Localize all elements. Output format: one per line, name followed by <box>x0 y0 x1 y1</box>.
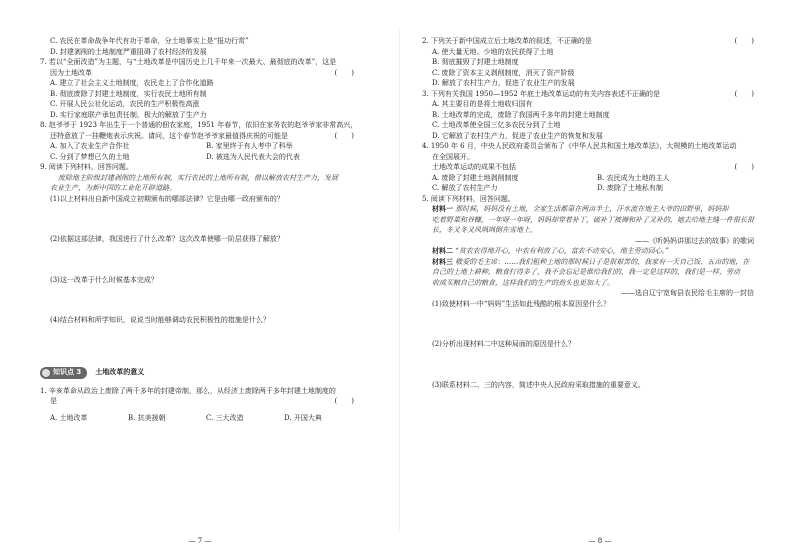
option-d: D. 解放了农村生产力，促进了农业生产的发展 <box>432 79 575 87</box>
answer-paren: ( ) <box>734 89 754 98</box>
question-9-stem: 9. 阅读下列材料，回答问题。 <box>40 163 133 171</box>
material-text: 废除地主阶级封建剥削的土地所有制，实行农民的土地所有制，借以解放农村生产力，发展 <box>58 173 338 182</box>
option-c: C. 解放了农村生产力 <box>432 184 498 192</box>
option-a: A. 土地改革 <box>50 413 88 422</box>
option-d: D. 废除了土地私有制 <box>597 184 663 192</box>
material-text: 长，冬又冬又风飒飒倒在雪地上。 <box>432 226 537 234</box>
option-c: C. 废除了资本主义剥削制度，消灭了资产阶级 <box>432 68 575 77</box>
answer-paren: ( ) <box>334 68 354 77</box>
sub-question-2: (2)依据这部法律，我国进行了什么改革？这次改革使哪一阶层获得了解放？ <box>50 235 284 243</box>
knowledge-point-badge: 知识点 3 <box>40 367 87 379</box>
material-text: 自己的土地上耕种，粮食打得多了，我不会忘记是谁给我们的，我一定是这样的，我们是一样，劳动 <box>432 268 740 276</box>
answer-paren: ( ) <box>334 131 354 140</box>
option-d: D. 封建剥削的土地制度严重阻碍了农村经济的发展 <box>50 47 207 56</box>
material-text: “贫农农得地开心，中农有利放了心，富农不动安心，地主劳动回心。” <box>455 247 669 255</box>
option-b: B. 家里终于有人考中了科举 <box>206 142 293 150</box>
option-d: D. 它解放了农村生产力，促进了农业生产的恢复和发展 <box>432 131 603 140</box>
material-label: 材料三 <box>432 256 453 266</box>
page-number: — 8 — <box>588 536 612 545</box>
option-b: B. 抗美援朝 <box>128 413 166 422</box>
options-row <box>422 173 762 184</box>
option-c: C. 分到了梦想已久的土地 <box>50 152 130 161</box>
sub-question-1: (1)致使材料一中“妈妈”生活如此残酷的根本原因是什么？ <box>432 299 611 308</box>
question-8-stem: 8. 赵爷爷于 1923 年出生于一个普通的佃农家庭，1951 年春节，依旧在家务农的赵爷爷家非常高兴， <box>40 121 358 129</box>
question-1-stem-cont: 是 ( ) <box>50 397 354 405</box>
options-row <box>40 413 362 424</box>
option-d: D. 开国大典 <box>284 413 322 422</box>
option-d: D. 被选为人民代表大会的代表 <box>206 152 300 161</box>
badge-icon <box>42 369 50 377</box>
question-1-stem: 1. 辛亥革命从政治上废除了两千多年的封建帝制，那么，从经济上废除两千多年封建土地制度的 <box>40 386 336 395</box>
material-1 <box>422 204 762 215</box>
right-column <box>422 36 762 390</box>
sub-question-3: (3)联系材料二、三的内容，简述中央人民政府采取措施的重要意义。 <box>432 380 645 389</box>
option-a: A. 其主要目的是将土地收归国有 <box>432 100 533 108</box>
material-3 <box>422 257 762 268</box>
option-a: A. 加入了农业生产合作社 <box>50 142 130 150</box>
option-c: C. 土地改革使全国三亿多农民分到了土地 <box>432 121 561 129</box>
page-number: — 7 — <box>188 536 212 545</box>
material-text: 敬爱的毛主席：……我们租种土地的那时候日子是很艰苦的，我家有一天自己饭、五亩的地，在 <box>455 257 750 266</box>
option-d: D. 实行家庭联产承包责任制，极大的解放了生产力 <box>50 110 207 119</box>
material-text: 那时候，妈妈没有土地，全家生活都靠在两亩半土，汗水流在地主大爷的田野里，妈妈却 <box>455 205 729 213</box>
option-b: B. 彻底废除了封建土地制度，实行农民土地所有制 <box>50 89 207 98</box>
option-a: A. 建立了社会主义土地制度，农民走上了合作化道路 <box>50 79 214 87</box>
material-text: 吃着野菜和谷糠，一年呀一年呀，妈妈却穿着补丁，破补丁被褥和补了又补的，她去给地主缝一件很长很 <box>432 215 754 224</box>
sub-question-2: (2)分析出现材料二中这种局面的原因是什么？ <box>432 340 575 348</box>
options-row <box>40 141 362 152</box>
question-8-stem-cont: 还特意放了一挂鞭炮表示庆祝。请问，这个春节赵爷爷家最值得庆祝的可能是 ( ) <box>50 131 354 140</box>
option-a: A. 废除了封建土地剥削制度 <box>432 173 519 182</box>
material-source: ——选自辽宁宽甸县农民给毛主席的一封信 <box>621 289 754 297</box>
option-c: C. 开展人民公社化运动，农民的生产积极性高涨 <box>50 100 200 108</box>
option-a: A. 使大量无地、少地的农民获得了土地 <box>432 47 554 56</box>
question-5-stem: 5. 阅读下列材料，回答问题。 <box>422 194 515 203</box>
material-label: 材料一 <box>432 204 453 213</box>
question-2-stem: 2. 下列关于新中国成立后土地改革的叙述，不正确的是 ( ) <box>422 37 754 45</box>
options-row <box>40 152 362 163</box>
question-7-stem-cont: 因为土地改革 ( ) <box>50 68 354 77</box>
question-3-stem: 3. 下列有关我国 1950—1952 年底土地改革运动的有关内容表述不正确的是 ( ) <box>422 89 754 98</box>
question-7-stem: 7. 若以“全面改造”为主题，与“土地改革是中国历史上几千年来一次最大、最彻底的改革”，这是 <box>40 58 337 66</box>
question-4-prompt: 土地改革运动的成果不包括 ( ) <box>432 163 754 171</box>
material-label: 材料二 <box>432 246 453 255</box>
answer-paren: ( ) <box>334 397 354 405</box>
option-b: B. 彻底摧毁了封建土地制度 <box>432 58 519 66</box>
option-c: C. 三大改造 <box>206 413 244 422</box>
material-text: 收成买粮自己的粮食，这样我们的生产的劲头也更加大了。 <box>432 278 614 287</box>
section-header <box>40 366 362 380</box>
question-4-stem: 4. 1950 年 6 月，中央人民政府委员会颁布了《中华人民共和国土地改革法》，大规模的土地改革运动 <box>422 142 737 150</box>
question-4-stem-cont: 在全国展开。 <box>432 152 474 161</box>
option-c: C. 农民在革命战争年代有功于革命，分土地事实上是“报功行赏” <box>50 37 249 45</box>
sub-question-1: (1)以上材料出自新中国成立初期颁布的哪部法律？它是由哪一政府颁布的？ <box>50 194 284 203</box>
options-row <box>422 183 762 194</box>
material-text: 农业生产，为新中国的工业化开辟道路。 <box>50 184 176 192</box>
sub-question-3: (3)这一改革于什么时候基本完成？ <box>50 275 158 284</box>
material-source: ——《听妈妈讲那过去的故事》的歌词 <box>635 236 754 245</box>
section-title: 土地改革的意义 <box>95 368 145 377</box>
sub-question-4: (4)结合材料和所学知识，说说当时能够调动农民积极性的措施是什么？ <box>50 316 270 324</box>
right-page <box>400 0 800 556</box>
option-b: B. 土地改革的完成，废除了我国两千多年的封建土地制度 <box>432 110 610 119</box>
option-b: B. 农民成为土地的主人 <box>597 173 670 182</box>
left-column <box>40 36 362 423</box>
material-2 <box>422 246 762 257</box>
answer-paren: ( ) <box>734 37 754 45</box>
answer-paren: ( ) <box>734 163 754 171</box>
